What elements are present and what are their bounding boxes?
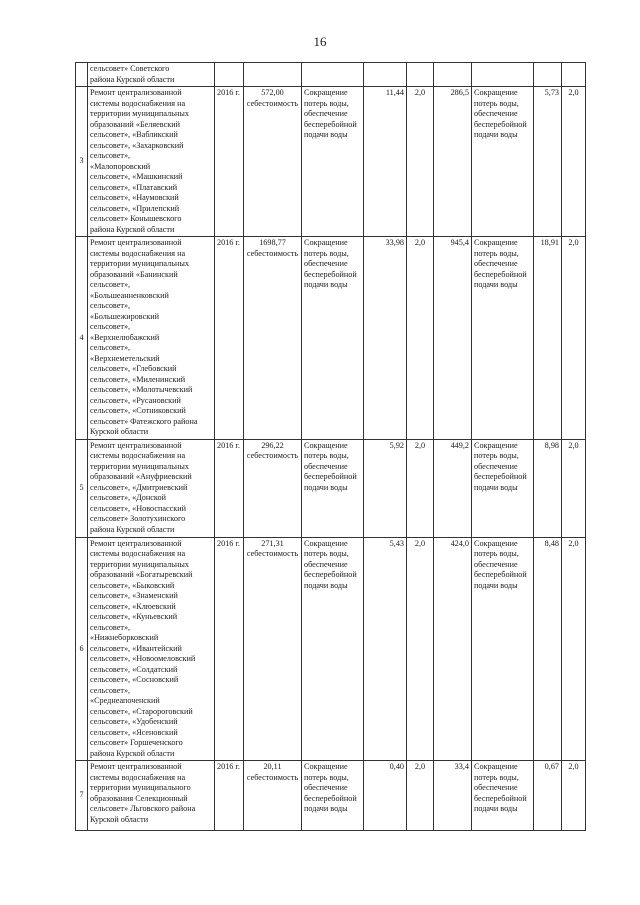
value-cell: 0,40 bbox=[364, 761, 407, 831]
investment-table bbox=[75, 62, 586, 831]
description-cell: Ремонт централизованной системы водоснабжения на территории муниципальных образований «Беляевский сельсовет», «Вабликский сельсовет», «Захарковский сельсовет», «Малопоровский сельсовет», «Машкинский сельсовет», «Платавский сельсовет», «Наумовский сельсовет», «Прилепский сельсовет» Конышевского района Курской области bbox=[88, 87, 215, 237]
row-number-cell bbox=[76, 63, 88, 87]
year-cell: 2016 г. bbox=[215, 87, 244, 237]
table-row bbox=[76, 761, 586, 831]
cost-cell bbox=[244, 537, 302, 761]
cost-note: себестоимость bbox=[246, 772, 299, 782]
description-cell: Ремонт централизованной системы водоснабжения на территории муниципального образования Селекционный сельсовет» Льговского района Курской области bbox=[88, 761, 215, 831]
description-cell: сельсовет» Советского района Курской области bbox=[88, 63, 215, 87]
value-cell: 2,0 bbox=[562, 537, 586, 761]
value-cell: 11,44 bbox=[364, 87, 407, 237]
page-number: 16 bbox=[313, 34, 327, 49]
table-row bbox=[76, 237, 586, 440]
year-cell: 2016 г. bbox=[215, 237, 244, 440]
cost-value: 271,31 bbox=[261, 538, 284, 548]
value-cell: 33,98 bbox=[364, 237, 407, 440]
effect-cell: Сокращение потерь воды, обеспечение бесперебойной подачи воды bbox=[302, 237, 364, 440]
cost-cell bbox=[244, 87, 302, 237]
value-cell: 2,0 bbox=[407, 537, 434, 761]
description-cell: Ремонт централизованной системы водоснабжения на территории муниципальных образований «Банинский сельсовет», «Большеанненковский сельсовет», «Большежировский сельсовет», «Верхнелюбажский сельсовет», «Верхнеметельский сельсовет», «Глебовский сельсовет», «Миленинский сельсовет», «Молотычевский сельсовет», «Русановский сельсовет», «Сотниковский сельсовет» Фатежского района Курской области bbox=[88, 237, 215, 440]
value-cell: 449,2 bbox=[434, 439, 472, 537]
effect-cell: Сокращение потерь воды, обеспечение бесперебойной подачи воды bbox=[472, 87, 534, 237]
value-cell: 33,4 bbox=[434, 761, 472, 831]
value-cell: 2,0 bbox=[562, 87, 586, 237]
value-cell: 286,5 bbox=[434, 87, 472, 237]
value-cell: 945,4 bbox=[434, 237, 472, 440]
value-cell: 0,67 bbox=[534, 761, 562, 831]
effect-cell: Сокращение потерь воды, обеспечение бесперебойной подачи воды bbox=[472, 237, 534, 440]
effect-cell: Сокращение потерь воды, обеспечение бесперебойной подачи воды bbox=[302, 87, 364, 237]
effect-cell: Сокращение потерь воды, обеспечение бесперебойной подачи воды bbox=[302, 761, 364, 831]
cost-value: 572,00 bbox=[261, 88, 284, 97]
value-cell: 2,0 bbox=[407, 439, 434, 537]
value-cell: 5,92 bbox=[364, 439, 407, 537]
value-cell: 2,0 bbox=[562, 761, 586, 831]
row-number-cell: 6 bbox=[76, 537, 88, 761]
effect-cell: Сокращение потерь воды, обеспечение бесперебойной подачи воды bbox=[472, 439, 534, 537]
table-row bbox=[76, 87, 586, 237]
cost-cell bbox=[244, 237, 302, 440]
effect-cell: Сокращение потерь воды, обеспечение бесперебойной подачи воды bbox=[472, 537, 534, 761]
value-cell: 2,0 bbox=[407, 87, 434, 237]
value-cell: 8,98 bbox=[534, 439, 562, 537]
row-number-cell: 7 bbox=[76, 761, 88, 831]
cost-note: себестоимость bbox=[246, 248, 299, 258]
table-row bbox=[76, 439, 586, 537]
value-cell: 2,0 bbox=[407, 237, 434, 440]
row-number-cell: 3 bbox=[76, 87, 88, 237]
value-cell: 18,91 bbox=[534, 237, 562, 440]
row-number-cell: 5 bbox=[76, 439, 88, 537]
cost-value: 1698,77 bbox=[259, 238, 286, 247]
value-cell: 5,73 bbox=[534, 87, 562, 237]
value-cell: 2,0 bbox=[562, 237, 586, 440]
cost-note: себестоимость bbox=[246, 98, 299, 108]
effect-cell: Сокращение потерь воды, обеспечение бесперебойной подачи воды bbox=[302, 439, 364, 537]
table-row bbox=[76, 537, 586, 761]
value-cell: 2,0 bbox=[562, 439, 586, 537]
cost-value: 20,11 bbox=[263, 762, 282, 771]
cost-value: 296,22 bbox=[261, 440, 284, 450]
effect-cell: Сокращение потерь воды, обеспечение бесперебойной подачи воды bbox=[302, 537, 364, 761]
description-cell: Ремонт централизованной системы водоснабжения на территории муниципальных образований «Ануфриевский сельсовет», «Дмитриевский сельсовет», «Донской сельсовет», «Новоспасский сельсовет» Золотухинского района Курской области bbox=[88, 439, 215, 537]
cost-note: себестоимость bbox=[246, 549, 299, 558]
cost-note: себестоимость bbox=[246, 451, 299, 460]
value-cell: 424,0 bbox=[434, 537, 472, 761]
value-cell: 5,43 bbox=[364, 537, 407, 761]
value-cell: 2,0 bbox=[407, 761, 434, 831]
effect-cell: Сокращение потерь воды, обеспечение бесперебойной подачи воды bbox=[472, 761, 534, 831]
cost-cell bbox=[244, 439, 302, 537]
table-row-continued bbox=[76, 63, 586, 87]
description-cell: Ремонт централизованной системы водоснабжения на территории муниципальных образований «Богатыревский сельсовет», «Быковский сельсовет», «Знаменский сельсовет», «Клюевский сельсовет», «Куньевский сельсовет», «Нижнеборковский сельсовет», «Ивантейский сельсовет», «Новоомеловский сельсовет», «Солдатский сельсовет», «Сосновский сельсовет», «Среднеапоченский сельсовет», «Старороговский сельсовет», «Удобенский сельсовет», «Ясеновский сельсовет» Горшеченского района Курской области bbox=[88, 537, 215, 761]
year-cell: 2016 г. bbox=[215, 761, 244, 831]
year-cell: 2016 г. bbox=[215, 537, 244, 761]
row-number-cell: 4 bbox=[76, 237, 88, 440]
year-cell: 2016 г. bbox=[215, 439, 244, 537]
cost-cell bbox=[244, 761, 302, 831]
value-cell: 8,48 bbox=[534, 537, 562, 761]
